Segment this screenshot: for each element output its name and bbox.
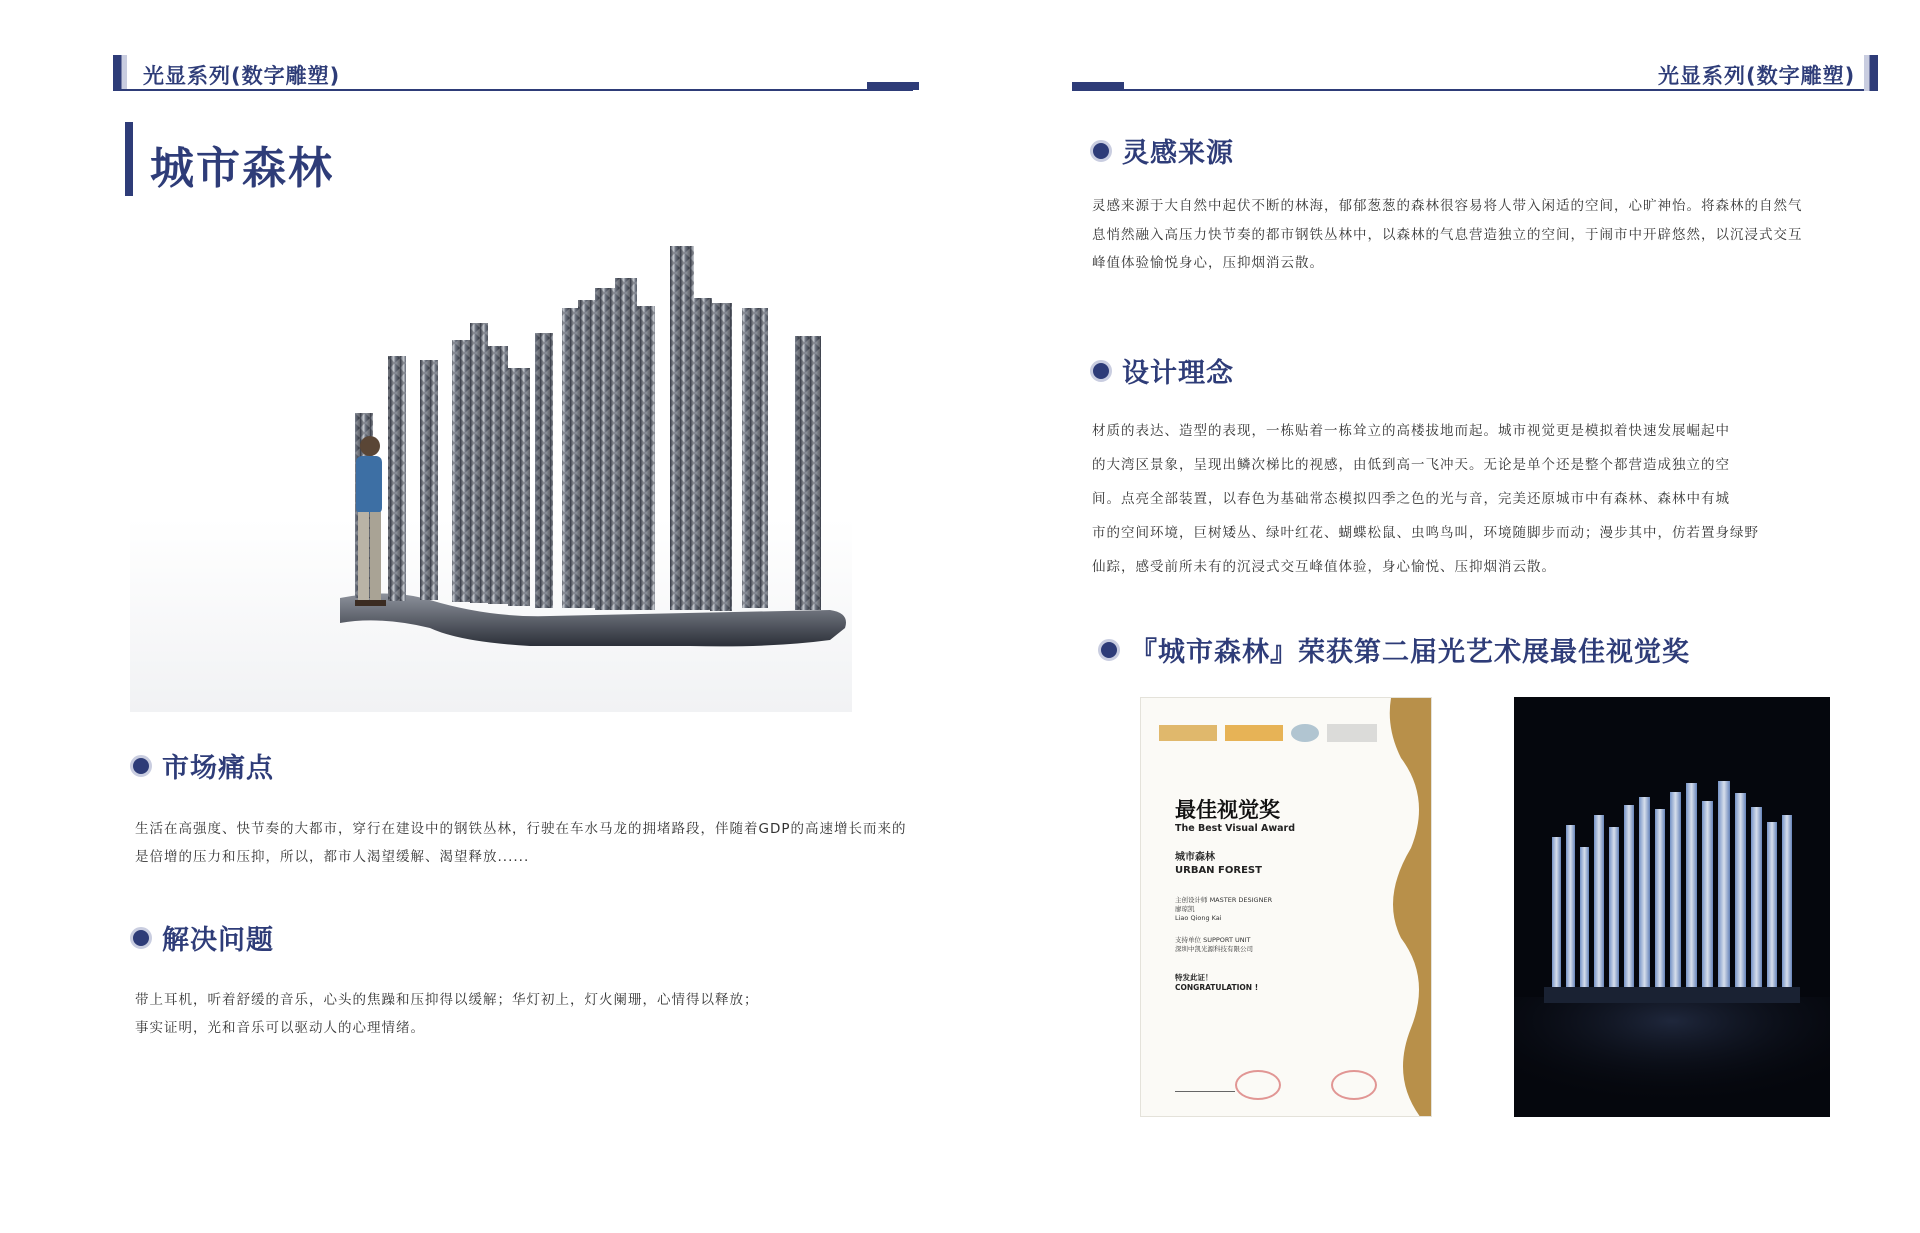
sponsor-logos xyxy=(1159,722,1409,744)
section-bullet-icon xyxy=(130,927,152,949)
award-logo xyxy=(1225,725,1283,741)
support-name: 深圳中凯光源科技有限公司 xyxy=(1175,945,1253,953)
night-installation-photo xyxy=(1514,697,1830,1117)
gold-swoosh-graphic xyxy=(1351,698,1432,1117)
design-line: 的大湾区景象，呈现出鳞次梯比的视感，由低到高一飞冲天。无论是单个还是整个都营造成独立的空 xyxy=(1092,457,1730,473)
inspiration-line: 息悄然融入高压力快节奏的都市钢铁丛林中，以森林的气息营造独立的空间，于闹市中开辟悠然，以沉浸式交互 xyxy=(1092,226,1803,243)
section-title: 设计理念 xyxy=(1122,358,1234,389)
header-right-accent xyxy=(1072,82,1124,90)
section-solution xyxy=(130,918,274,957)
work-name-en: URBAN FOREST xyxy=(1175,865,1262,876)
section-bullet-icon xyxy=(130,755,152,777)
designer-en: Liao Qiong Kai xyxy=(1175,914,1222,922)
designer-label: 主创设计师 MASTER DESIGNER xyxy=(1175,896,1273,904)
market-paragraph xyxy=(135,815,907,871)
designer-cn: 廖琼凯 xyxy=(1175,905,1195,913)
light-art-logo xyxy=(1291,724,1319,742)
header-left-title: 光显系列(数字雕塑) xyxy=(143,64,341,88)
signature xyxy=(1175,1074,1235,1092)
sculpture-render-image xyxy=(130,228,852,712)
section-award xyxy=(1098,630,1690,669)
section-bullet-icon xyxy=(1090,360,1112,382)
certificate-work xyxy=(1175,851,1262,877)
title-accent-bar xyxy=(125,122,133,196)
market-line: 是倍增的压力和压抑，所以，都市人渴望缓解、渴望释放...... xyxy=(135,849,530,865)
page-title: 城市森林 xyxy=(150,143,334,194)
congrats-en: CONGRATULATION ! xyxy=(1175,983,1259,992)
inspiration-line: 灵感来源于大自然中起伏不断的林海，郁郁葱葱的森林很容易将人带入闲适的空间，心旷神怡。将森林的自然气 xyxy=(1092,198,1803,214)
render-svg xyxy=(130,228,852,712)
section-design xyxy=(1090,351,1234,390)
certificate-title: 最佳视觉奖 xyxy=(1175,798,1280,822)
person-figure xyxy=(355,436,386,606)
design-line: 间。点亮全部装置，以春色为基础常态模拟四季之色的光与音，完美还原城市中有森林、森林中有城 xyxy=(1092,491,1730,507)
header-left-accent xyxy=(867,82,919,90)
solution-line: 事实证明，光和音乐可以驱动人的心理情绪。 xyxy=(135,1020,425,1036)
seal-stamp xyxy=(1331,1070,1377,1100)
seal-stamp xyxy=(1235,1070,1281,1100)
design-line: 材质的表达、造型的表现，一栋贴着一栋耸立的高楼拔地而起。城市视觉更是模拟着快速发展崛起中 xyxy=(1092,423,1730,439)
support-block xyxy=(1175,936,1253,954)
night-photo-svg xyxy=(1514,697,1830,1117)
design-line: 仙踪，感受前所未有的沉浸式交互峰值体验，身心愉悦、压抑烟消云散。 xyxy=(1092,559,1556,575)
designer-block xyxy=(1175,896,1272,923)
section-inspiration xyxy=(1090,131,1234,170)
header-left-tab-icon xyxy=(113,55,127,91)
exhibition-logo xyxy=(1159,725,1217,741)
market-line: 生活在高强度、快节奏的大都市，穿行在建设中的钢铁丛林，行驶在车水马龙的拥堵路段，伴随着GDP的高速增长而来的 xyxy=(135,821,907,837)
header-left-rule xyxy=(113,89,913,91)
work-name-cn: 城市森林 xyxy=(1175,852,1215,863)
organizer-logo xyxy=(1327,724,1377,742)
design-line: 市的空间环境，巨树矮丛、绿叶红花、蝴蝶松鼠、虫鸣鸟叫，环境随脚步而动；漫步其中，仿若置身绿野 xyxy=(1092,525,1759,541)
congratulation-block xyxy=(1175,973,1258,993)
certificate-subtitle: The Best Visual Award xyxy=(1175,823,1296,834)
award-certificate xyxy=(1140,697,1432,1117)
section-title: 『城市森林』荣获第二届光艺术展最佳视觉奖 xyxy=(1130,637,1690,668)
solution-line: 带上耳机，听着舒缓的音乐，心头的焦躁和压抑得以缓解；华灯初上，灯火阑珊，心情得以释放； xyxy=(135,992,759,1008)
support-label: 支持单位 SUPPORT UNIT xyxy=(1175,936,1251,944)
header-right-tab-icon xyxy=(1864,55,1878,91)
inspiration-line: 峰值体验愉悦身心，压抑烟消云散。 xyxy=(1092,255,1324,271)
inspiration-paragraph xyxy=(1092,192,1803,278)
section-title: 市场痛点 xyxy=(162,753,274,784)
solution-paragraph xyxy=(135,986,759,1042)
congrats-cn: 特发此证！ xyxy=(1175,973,1213,982)
section-title: 解决问题 xyxy=(162,925,274,956)
design-paragraph xyxy=(1092,414,1759,584)
section-market xyxy=(130,746,274,785)
header-right-title: 光显系列(数字雕塑) xyxy=(1658,64,1856,88)
section-bullet-icon xyxy=(1098,639,1120,661)
section-bullet-icon xyxy=(1090,140,1112,162)
section-title: 灵感来源 xyxy=(1122,138,1234,169)
